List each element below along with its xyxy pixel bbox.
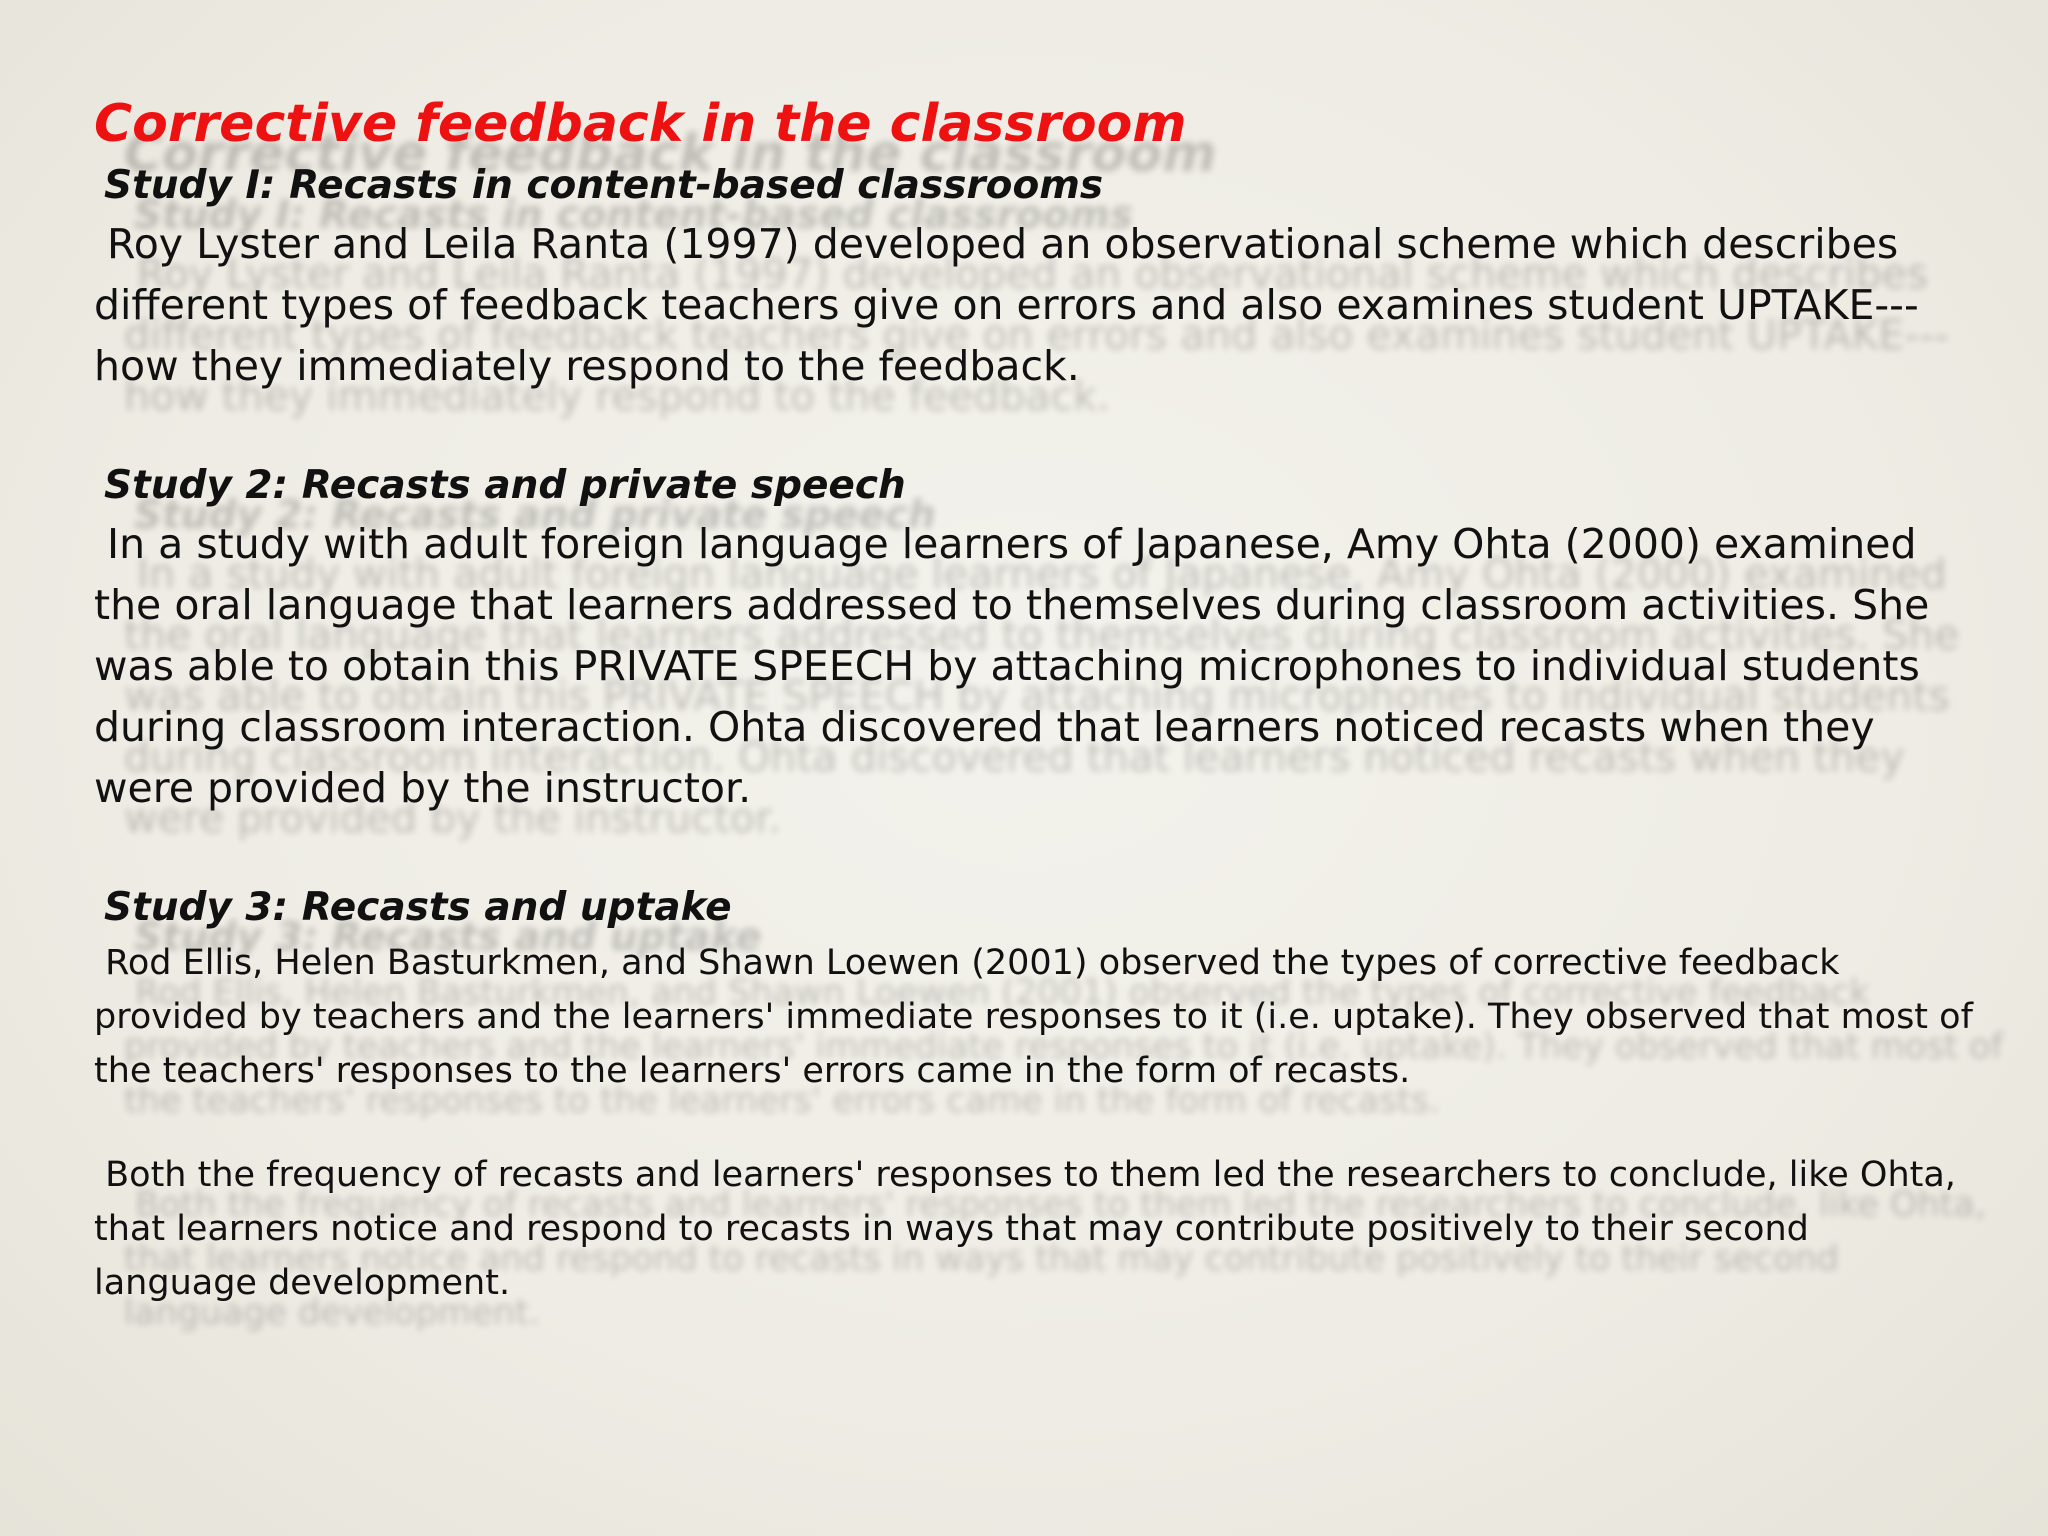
slide-title: Corrective feedback in the classroom — [94, 94, 1187, 154]
spacer — [94, 397, 1974, 458]
study-2-text: In a study with adult foreign language learners of Japanese, Amy Ohta (2000) examined the oral language that learners addressed to themselves during classroom activities. She was able to obtain this PRIVATE SPEECH by attaching microphones to individual students during classroom interaction. Ohta discovered that learners noticed recasts when they were provided by the instructor. — [94, 520, 1943, 812]
study-2-heading: Study 2: Recasts and private speech — [104, 463, 906, 508]
study-1-heading: Study I: Recasts in content-based classrooms — [104, 163, 1104, 208]
slide-content — [94, 90, 1985, 1310]
study-3-text: Rod Ellis, Helen Basturkmen, and Shawn Loewen (2001) observed the types of corrective feedback provided by teachers and the learners' immediate responses to it (i.e. uptake). They observed that most of the teachers' responses to the learners' errors came in the form of recasts. — [94, 943, 1985, 1091]
study-3-heading: Study 3: Recasts and uptake — [104, 885, 732, 930]
study-1-text: Roy Lyster and Leila Ranta (1997) developed an observational scheme which describes different types of feedback teachers give on errors and also examines student UPTAKE---how they immediately respond to the feedback. — [94, 220, 1919, 390]
conclusion-text: Both the frequency of recasts and learners' responses to them led the researchers to conclude, like Ohta, that learners notice and respond to recasts in ways that may contribute positively to their second language development. — [94, 1155, 1968, 1303]
spacer — [94, 819, 1974, 880]
spacer — [94, 1098, 1974, 1148]
